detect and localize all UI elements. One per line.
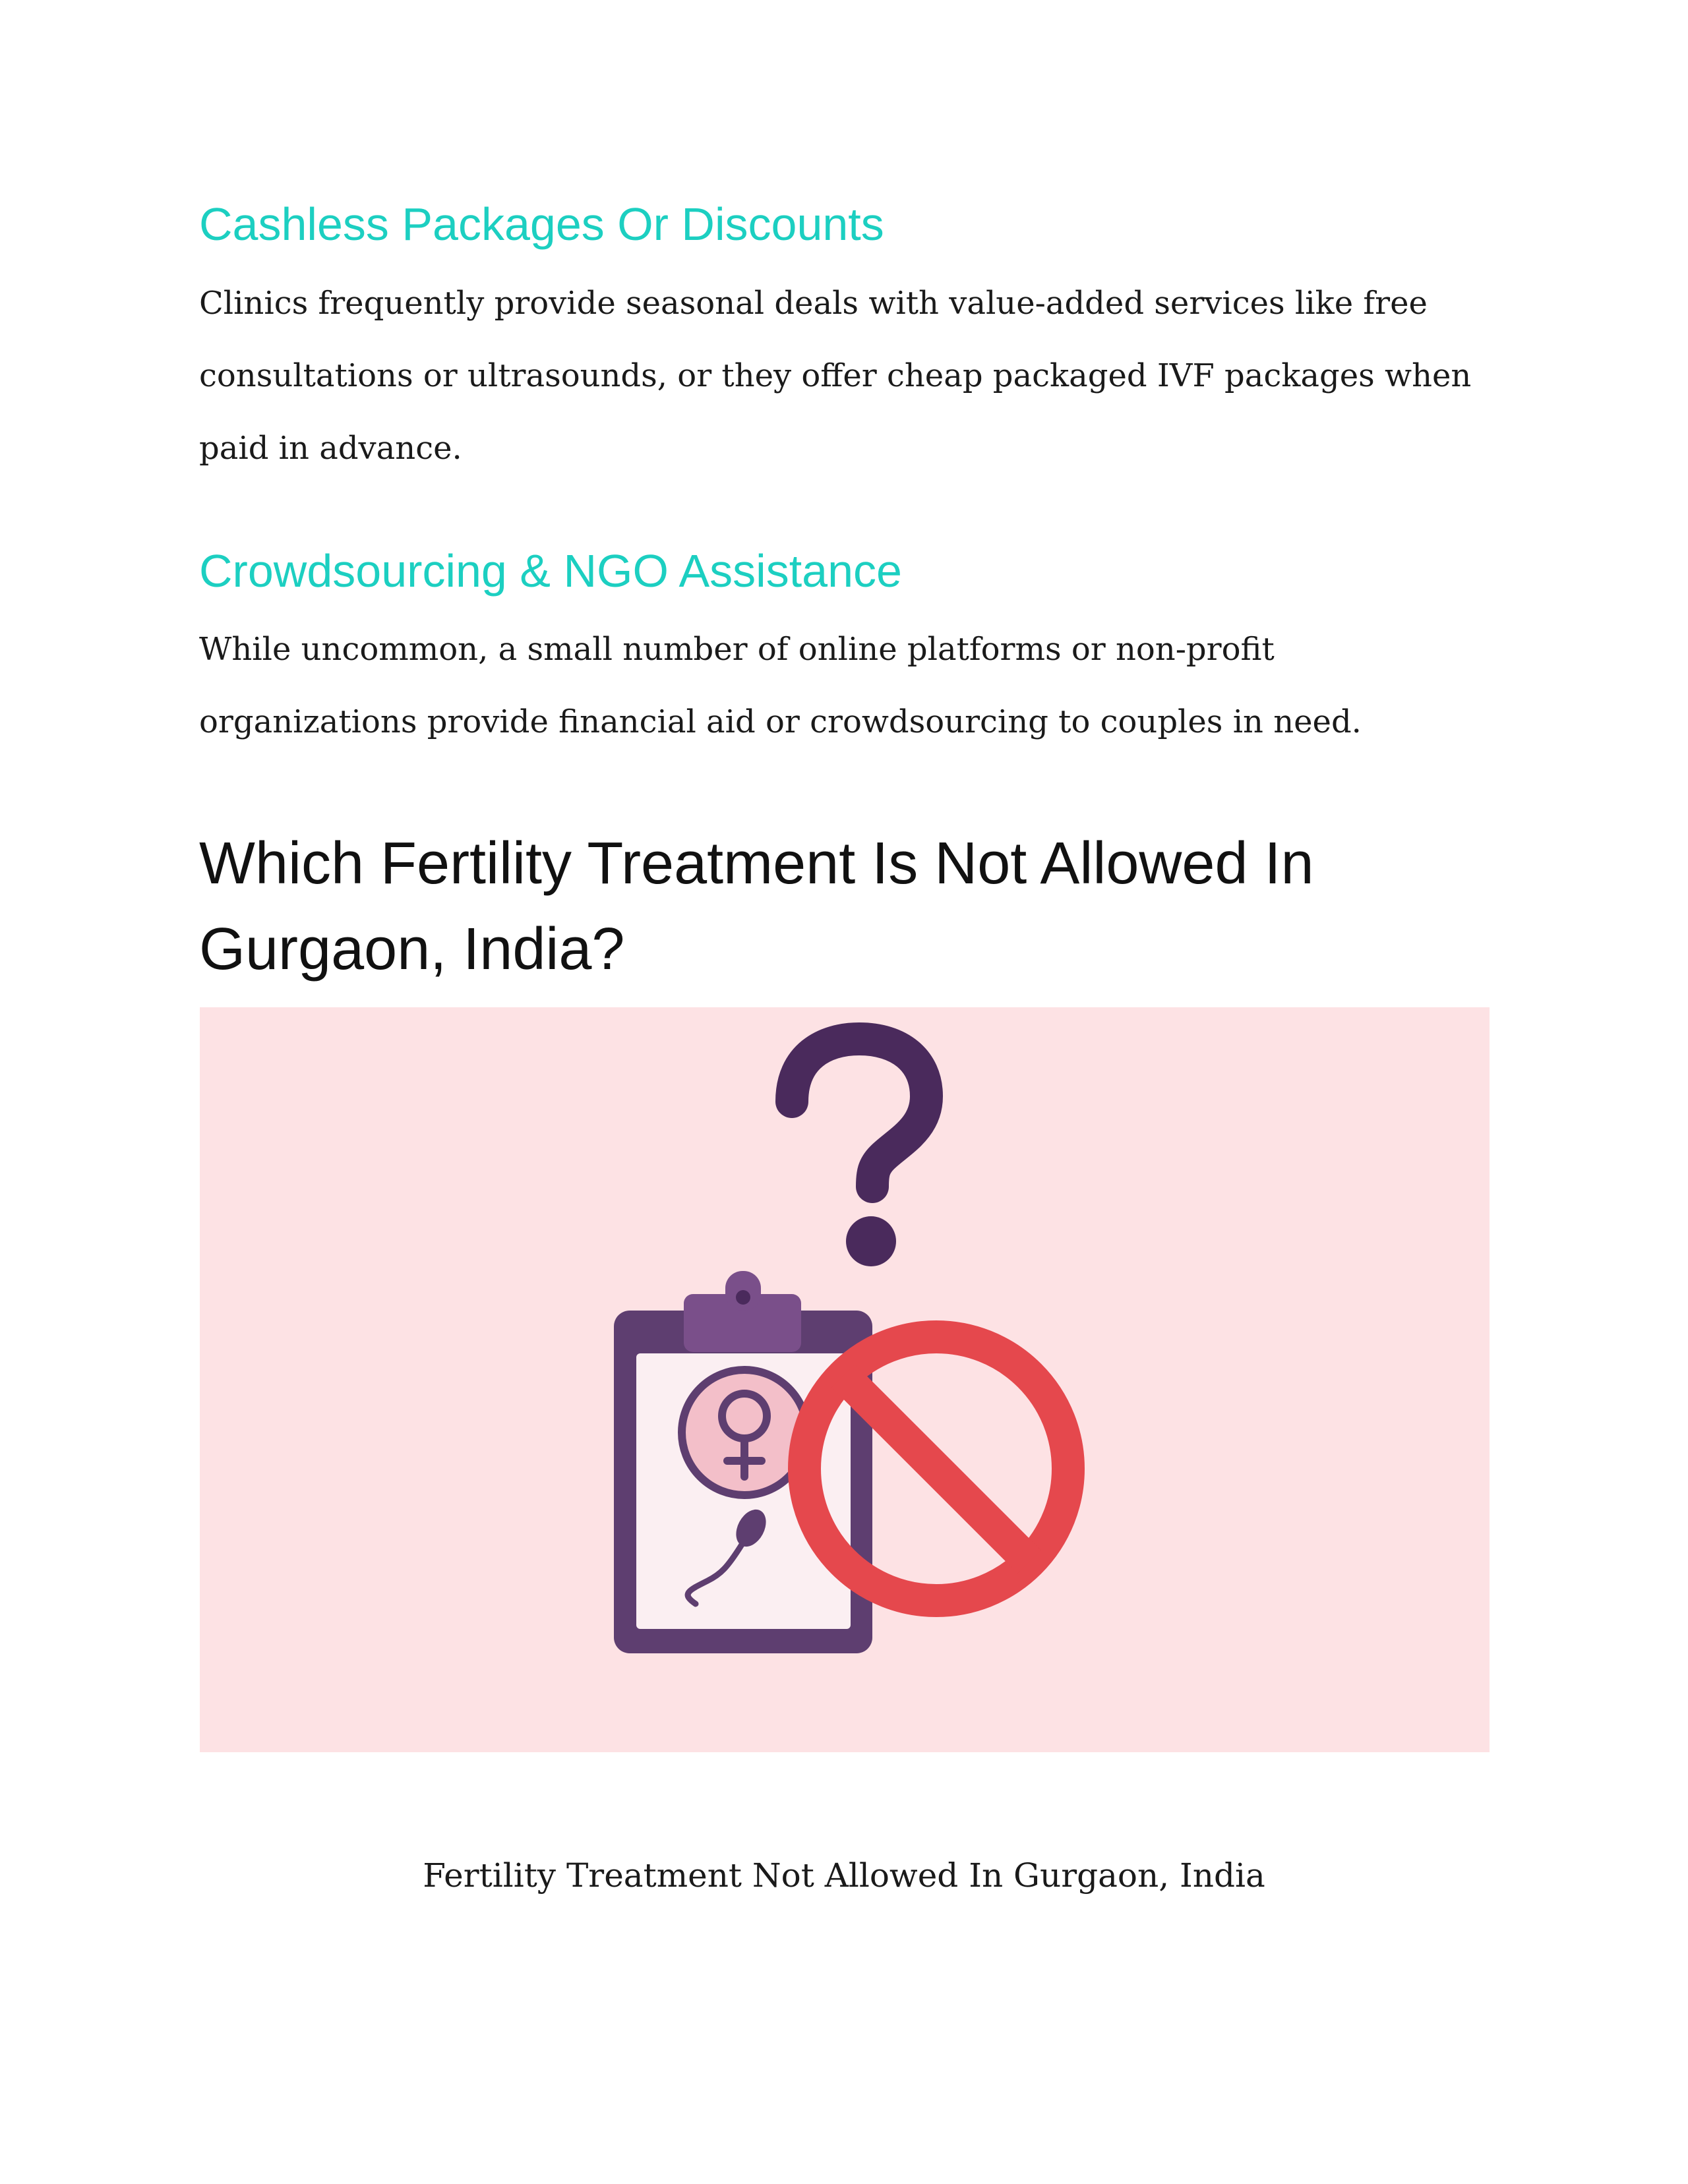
figure-caption: Fertility Treatment Not Allowed In Gurgaon, India (423, 1856, 1265, 1895)
illustration-figure (200, 1007, 1490, 1752)
section-heading-cashless-packages: Cashless Packages Or Discounts (199, 198, 884, 250)
illustration-svg (200, 1007, 1490, 1752)
main-heading-line: Which Fertility Treatment Is Not Allowed In (199, 831, 1314, 897)
paragraph-line: Clinics frequently provide seasonal deals with value-added services like free (199, 285, 1428, 322)
section-paragraph-crowdsourcing (199, 613, 1492, 758)
paragraph-line: While uncommon, a small number of online platforms or non-profit (199, 631, 1275, 668)
main-heading (199, 821, 1314, 992)
section-paragraph-cashless-packages (199, 267, 1492, 485)
paragraph-line: consultations or ultrasounds, or they offer cheap packaged IVF packages when (199, 357, 1472, 394)
paragraph-line: organizations provide financial aid or crowdsourcing to couples in need. (199, 703, 1362, 740)
section-heading-crowdsourcing: Crowdsourcing & NGO Assistance (199, 545, 902, 597)
main-heading-line: Gurgaon, India? (199, 916, 625, 982)
paragraph-line: paid in advance. (199, 430, 462, 467)
question-mark-icon (792, 1039, 926, 1266)
